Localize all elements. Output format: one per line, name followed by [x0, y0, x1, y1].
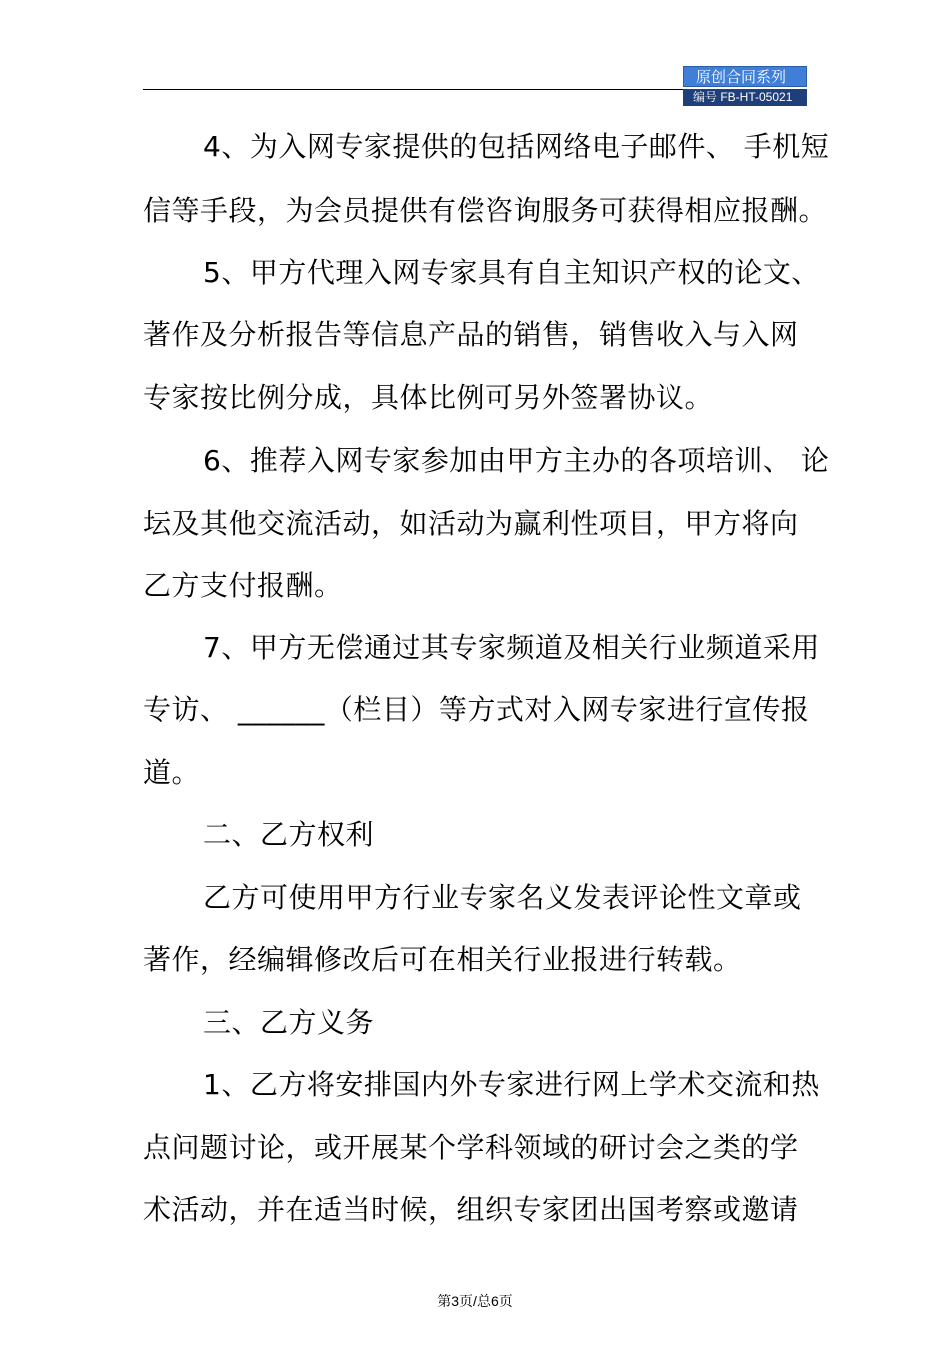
paragraph-line: 乙方支付报酬。 — [143, 569, 343, 602]
paragraph-line: 道。 — [143, 756, 201, 789]
paragraph-line: 点问题讨论，或开展某个学科领域的研讨会之类的学 — [143, 1131, 799, 1164]
series-badge-title: 原创合同系列 — [683, 66, 807, 87]
paragraph-line: 坛及其他交流活动，如活动为赢利性项目，甲方将向 — [143, 507, 799, 540]
paragraph-line: 专访、 ______（栏目）等方式对入网专家进行宣传报 — [143, 693, 810, 726]
section-heading: 三、乙方义务 — [203, 1006, 375, 1039]
series-badge-code: 编号 FB-HT-05021 — [683, 89, 807, 106]
paragraph-line: 6、推荐入网专家参加由甲方主办的各项培训、 论 — [203, 444, 830, 477]
page-indicator: 第3页/总6页 — [437, 1293, 513, 1309]
paragraph-line: 5、甲方代理入网专家具有自主知识产权的论文、 — [203, 256, 820, 289]
paragraph-line: 乙方可使用甲方行业专家名义发表评论性文章或 — [203, 881, 802, 914]
paragraph-line: 7、甲方无偿通过其专家频道及相关行业频道采用 — [203, 631, 820, 664]
paragraph-line: 著作，经编辑修改后可在相关行业报进行转载。 — [143, 943, 742, 976]
paragraph-line: 信等手段，为会员提供有偿咨询服务可获得相应报酬。 — [143, 194, 828, 227]
paragraph-line: 4、为入网专家提供的包括网络电子邮件、 手机短 — [203, 130, 830, 163]
section-heading: 二、乙方权利 — [203, 818, 375, 851]
paragraph-line: 1、乙方将安排国内外专家进行网上学术交流和热 — [203, 1068, 820, 1101]
paragraph-line: 专家按比例分成，具体比例可另外签署协议。 — [143, 381, 714, 414]
series-badge — [683, 66, 807, 106]
paragraph-line: 术活动，并在适当时候，组织专家团出国考察或邀请 — [143, 1193, 799, 1226]
paragraph-line: 著作及分析报告等信息产品的销售，销售收入与入网 — [143, 318, 799, 351]
header-rule — [143, 89, 683, 90]
